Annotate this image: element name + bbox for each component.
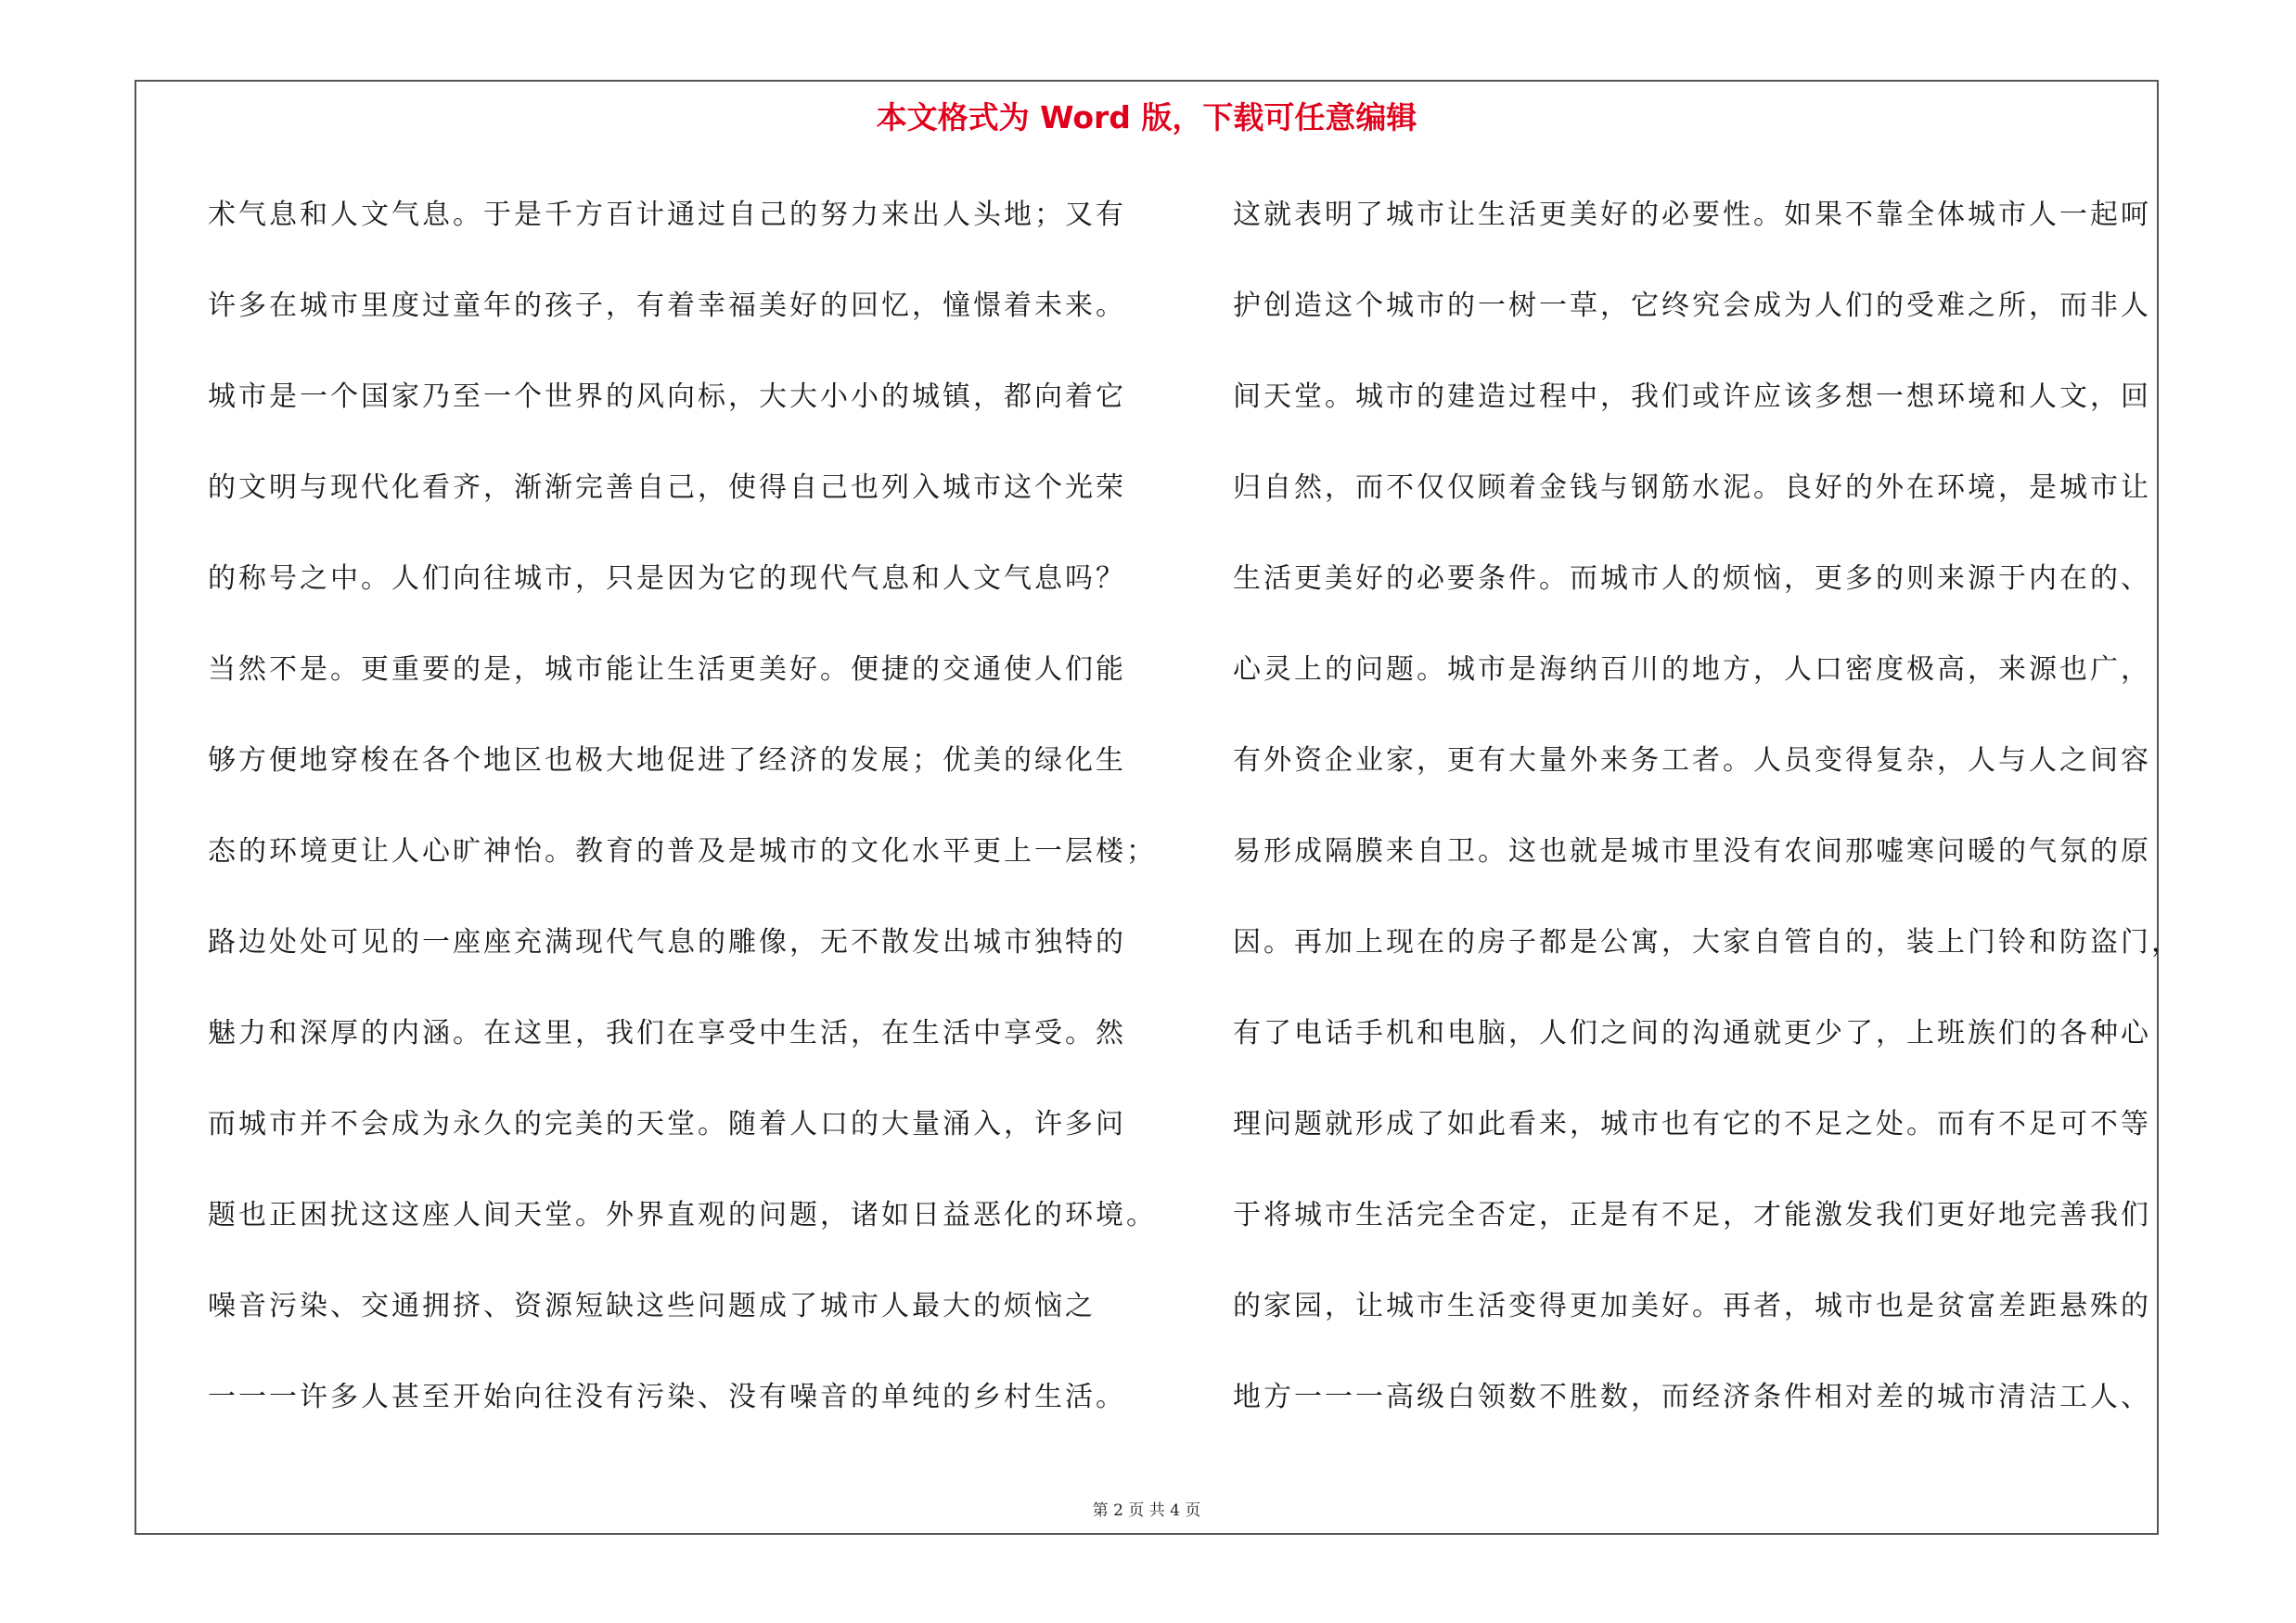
text-line: 态的环境更让人心旷神怡。教育的普及是城市的文化水平更上一层楼； [208,835,1157,868]
text-line: 魅力和深厚的内涵。在这里，我们在享受中生活，在生活中享受。然 [208,1017,1126,1050]
text-line: 心灵上的问题。城市是海纳百川的地方，人口密度极高，来源也广， [1233,653,2151,686]
text-line: 易形成隔膜来自卫。这也就是城市里没有农间那嘘寒问暖的气氛的原 [1233,835,2151,868]
left-text-column [208,170,1157,1443]
text-line: 的家园，让城市生活变得更加美好。再者，城市也是贫富差距悬殊的 [1233,1290,2151,1322]
text-line: 够方便地穿梭在各个地区也极大地促进了经济的发展；优美的绿化生 [208,744,1126,777]
format-banner: 本文格式为 Word 版，下载可任意编辑 [876,99,1417,135]
text-line: 术气息和人文气息。于是千方百计通过自己的努力来出人头地；又有 [208,199,1126,231]
text-line: 因。再加上现在的房子都是公寓，大家自管自的，装上门铃和防盗门， [1233,926,2182,959]
text-line: 题也正困扰这这座人间天堂。外界直观的问题，诸如日益恶化的环境。 [208,1199,1157,1231]
text-line: 地方一一一高级白领数不胜数，而经济条件相对差的城市清洁工人、 [1233,1381,2151,1413]
text-line: 一一一许多人甚至开始向往没有污染、没有噪音的单纯的乡村生活。 [208,1381,1126,1413]
text-line: 这就表明了城市让生活更美好的必要性。如果不靠全体城市人一起呵 [1233,199,2151,231]
text-line: 理问题就形成了如此看来，城市也有它的不足之处。而有不足可不等 [1233,1108,2151,1140]
right-text-column [1233,170,2182,1443]
text-line: 生活更美好的必要条件。而城市人的烦恼，更多的则来源于内在的、 [1233,562,2151,595]
text-line: 护创造这个城市的一树一草，它终究会成为人们的受难之所，而非人 [1233,290,2151,322]
text-line: 的文明与现代化看齐，渐渐完善自己，使得自己也列入城市这个光荣 [208,471,1126,504]
page-frame [135,80,2182,1535]
text-line: 于将城市生活完全否定，正是有不足，才能激发我们更好地完善我们 [1233,1199,2151,1231]
text-line: 有了电话手机和电脑，人们之间的沟通就更少了，上班族们的各种心 [1233,1017,2151,1050]
text-line: 当然不是。更重要的是，城市能让生活更美好。便捷的交通使人们能 [208,653,1126,686]
text-line: 归自然，而不仅仅顾着金钱与钢筋水泥。良好的外在环境，是城市让 [1233,471,2151,504]
text-line: 的称号之中。人们向往城市，只是因为它的现代气息和人文气息吗？ [208,562,1126,595]
text-line: 而城市并不会成为永久的完美的天堂。随着人口的大量涌入，许多问 [208,1108,1126,1140]
text-line: 许多在城市里度过童年的孩子，有着幸福美好的回忆，憧憬着未来。 [208,290,1126,322]
text-line: 城市是一个国家乃至一个世界的风向标，大大小小的城镇，都向着它 [208,380,1126,413]
text-line: 路边处处可见的一座座充满现代气息的雕像，无不散发出城市独特的 [208,926,1126,959]
text-line: 间天堂。城市的建造过程中，我们或许应该多想一想环境和人文，回 [1233,380,2151,413]
text-line: 噪音污染、交通拥挤、资源短缺这些问题成了城市人最大的烦恼之 [208,1290,1096,1322]
text-line: 有外资企业家，更有大量外来务工者。人员变得复杂，人与人之间容 [1233,744,2151,777]
page-number-footer: 第 2 页 共 4 页 [1092,1501,1201,1520]
